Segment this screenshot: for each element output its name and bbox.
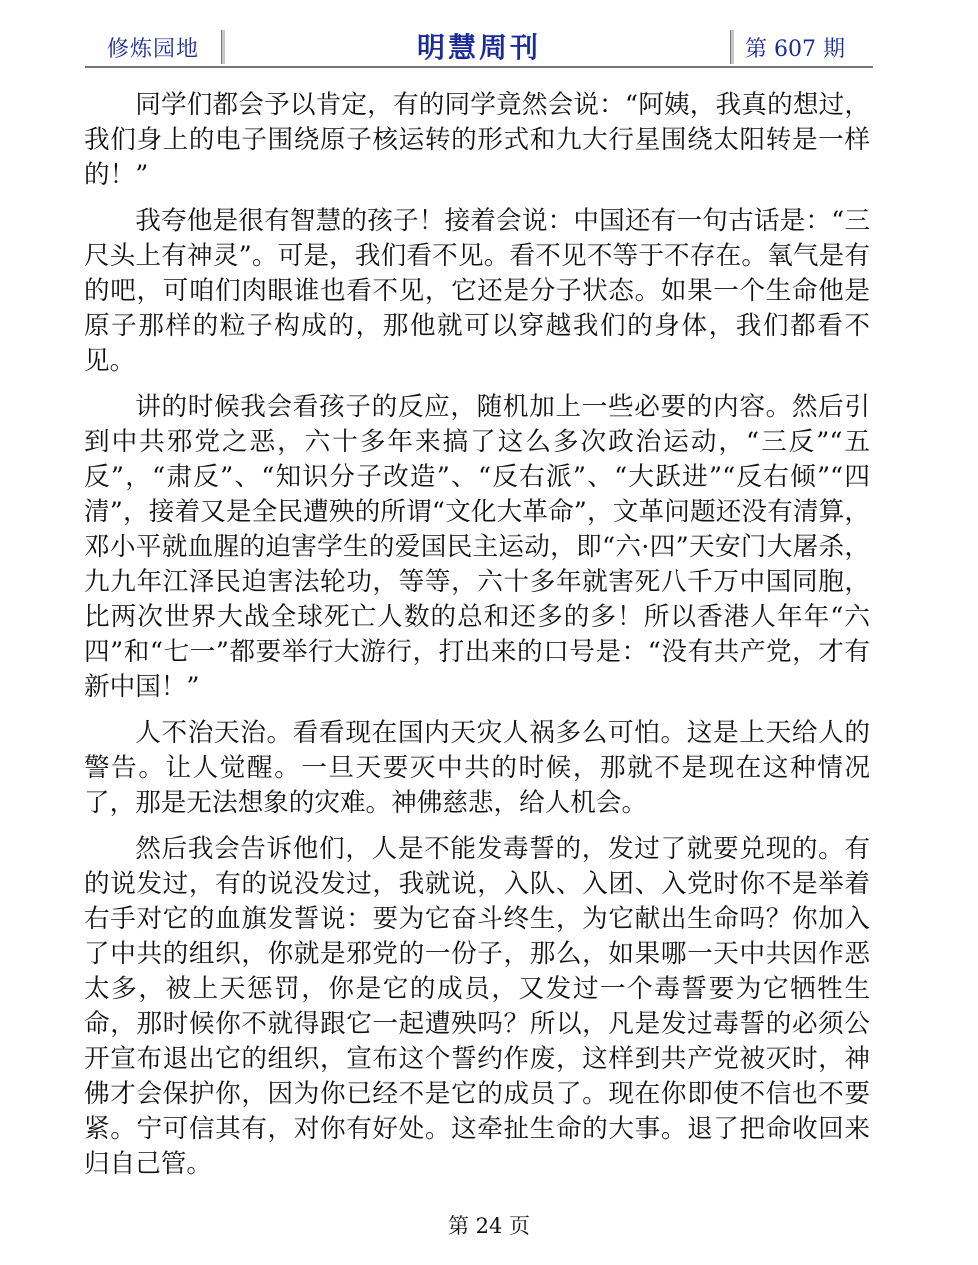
issue-number: 第 607 期 [745,37,845,62]
paragraph: 然后我会告诉他们，人是不能发毒誓的，发过了就要兑现的。有的说发过，有的说没发过，我就说，入队、入团、入党时你不是举着右手对它的血旗发誓说：要为它奋斗终生，为它献出生命吗？你加入了中共的组织，你就是邪党的一份子，那么，如果哪一天中共因作恶太多，被上天惩罚，你是它的成员，又发过一个毒誓要为它牺牲生命，那时候你不就得跟它一起遭殃吗？所以，凡是发过毒誓的必须公开宣布退出它的组织，宣布这个誓约作废，这样到共产党被灭时，神佛才会保护你，因为你已经不是它的成员了。现在你即使不信也不要紧。宁可信其有，对你有好处。这牵扯生命的大事。退了把命收回来归自己管。 [84,834,870,1179]
header-divider-right [730,30,734,64]
paragraph: 人不治天治。看看现在国内天灾人祸多么可怕。这是上天给人的警告。让人觉醒。一旦天要灭中共的时候，那就不是现在这种情况了，那是无法想象的灾难。神佛慈悲，给人机会。 [84,718,870,818]
paragraph: 同学们都会予以肯定，有的同学竟然会说：“阿姨，我真的想过，我们身上的电子围绕原子核运转的形式和九大行星围绕太阳转是一样的！” [84,90,870,190]
article-body [84,88,870,1193]
paragraph: 我夸他是很有智慧的孩子！接着会说：中国还有一句古话是：“三尺头上有神灵”。可是，我们看不见。看不见不等于不存在。氧气是有的吧，可咱们肉眼谁也看不见，它还是分子状态。如果一个生命他是原子那样的粒子构成的，那他就可以穿越我们的身体，我们都看不见。 [84,206,870,376]
page-number: 第 24 页 [447,1214,531,1238]
header-rule [85,66,873,68]
publication-title: 明慧周刊 [416,31,541,64]
section-label: 修炼园地 [107,37,200,62]
page-header [85,26,873,70]
paragraph: 讲的时候我会看孩子的反应，随机加上一些必要的内容。然后引到中共邪党之恶，六十多年来搞了这么多次政治运动，“三反”“五反”，“肃反”、“知识分子改造”、“反右派”、“大跃进”“反右倾”“四清”，接着又是全民遭殃的所谓“文化大革命”，文革问题还没有清算，邓小平就血腥的迫害学生的爱国民主运动，即“六·四”天安门大屠杀，九九年江泽民迫害法轮功，等等，六十多年就害死八千万中国同胞，比两次世界大战全球死亡人数的总和还多的多！所以香港人年年“六四”和“七一”都要举行大游行，打出来的口号是：“没有共产党，才有新中国！” [84,392,870,702]
